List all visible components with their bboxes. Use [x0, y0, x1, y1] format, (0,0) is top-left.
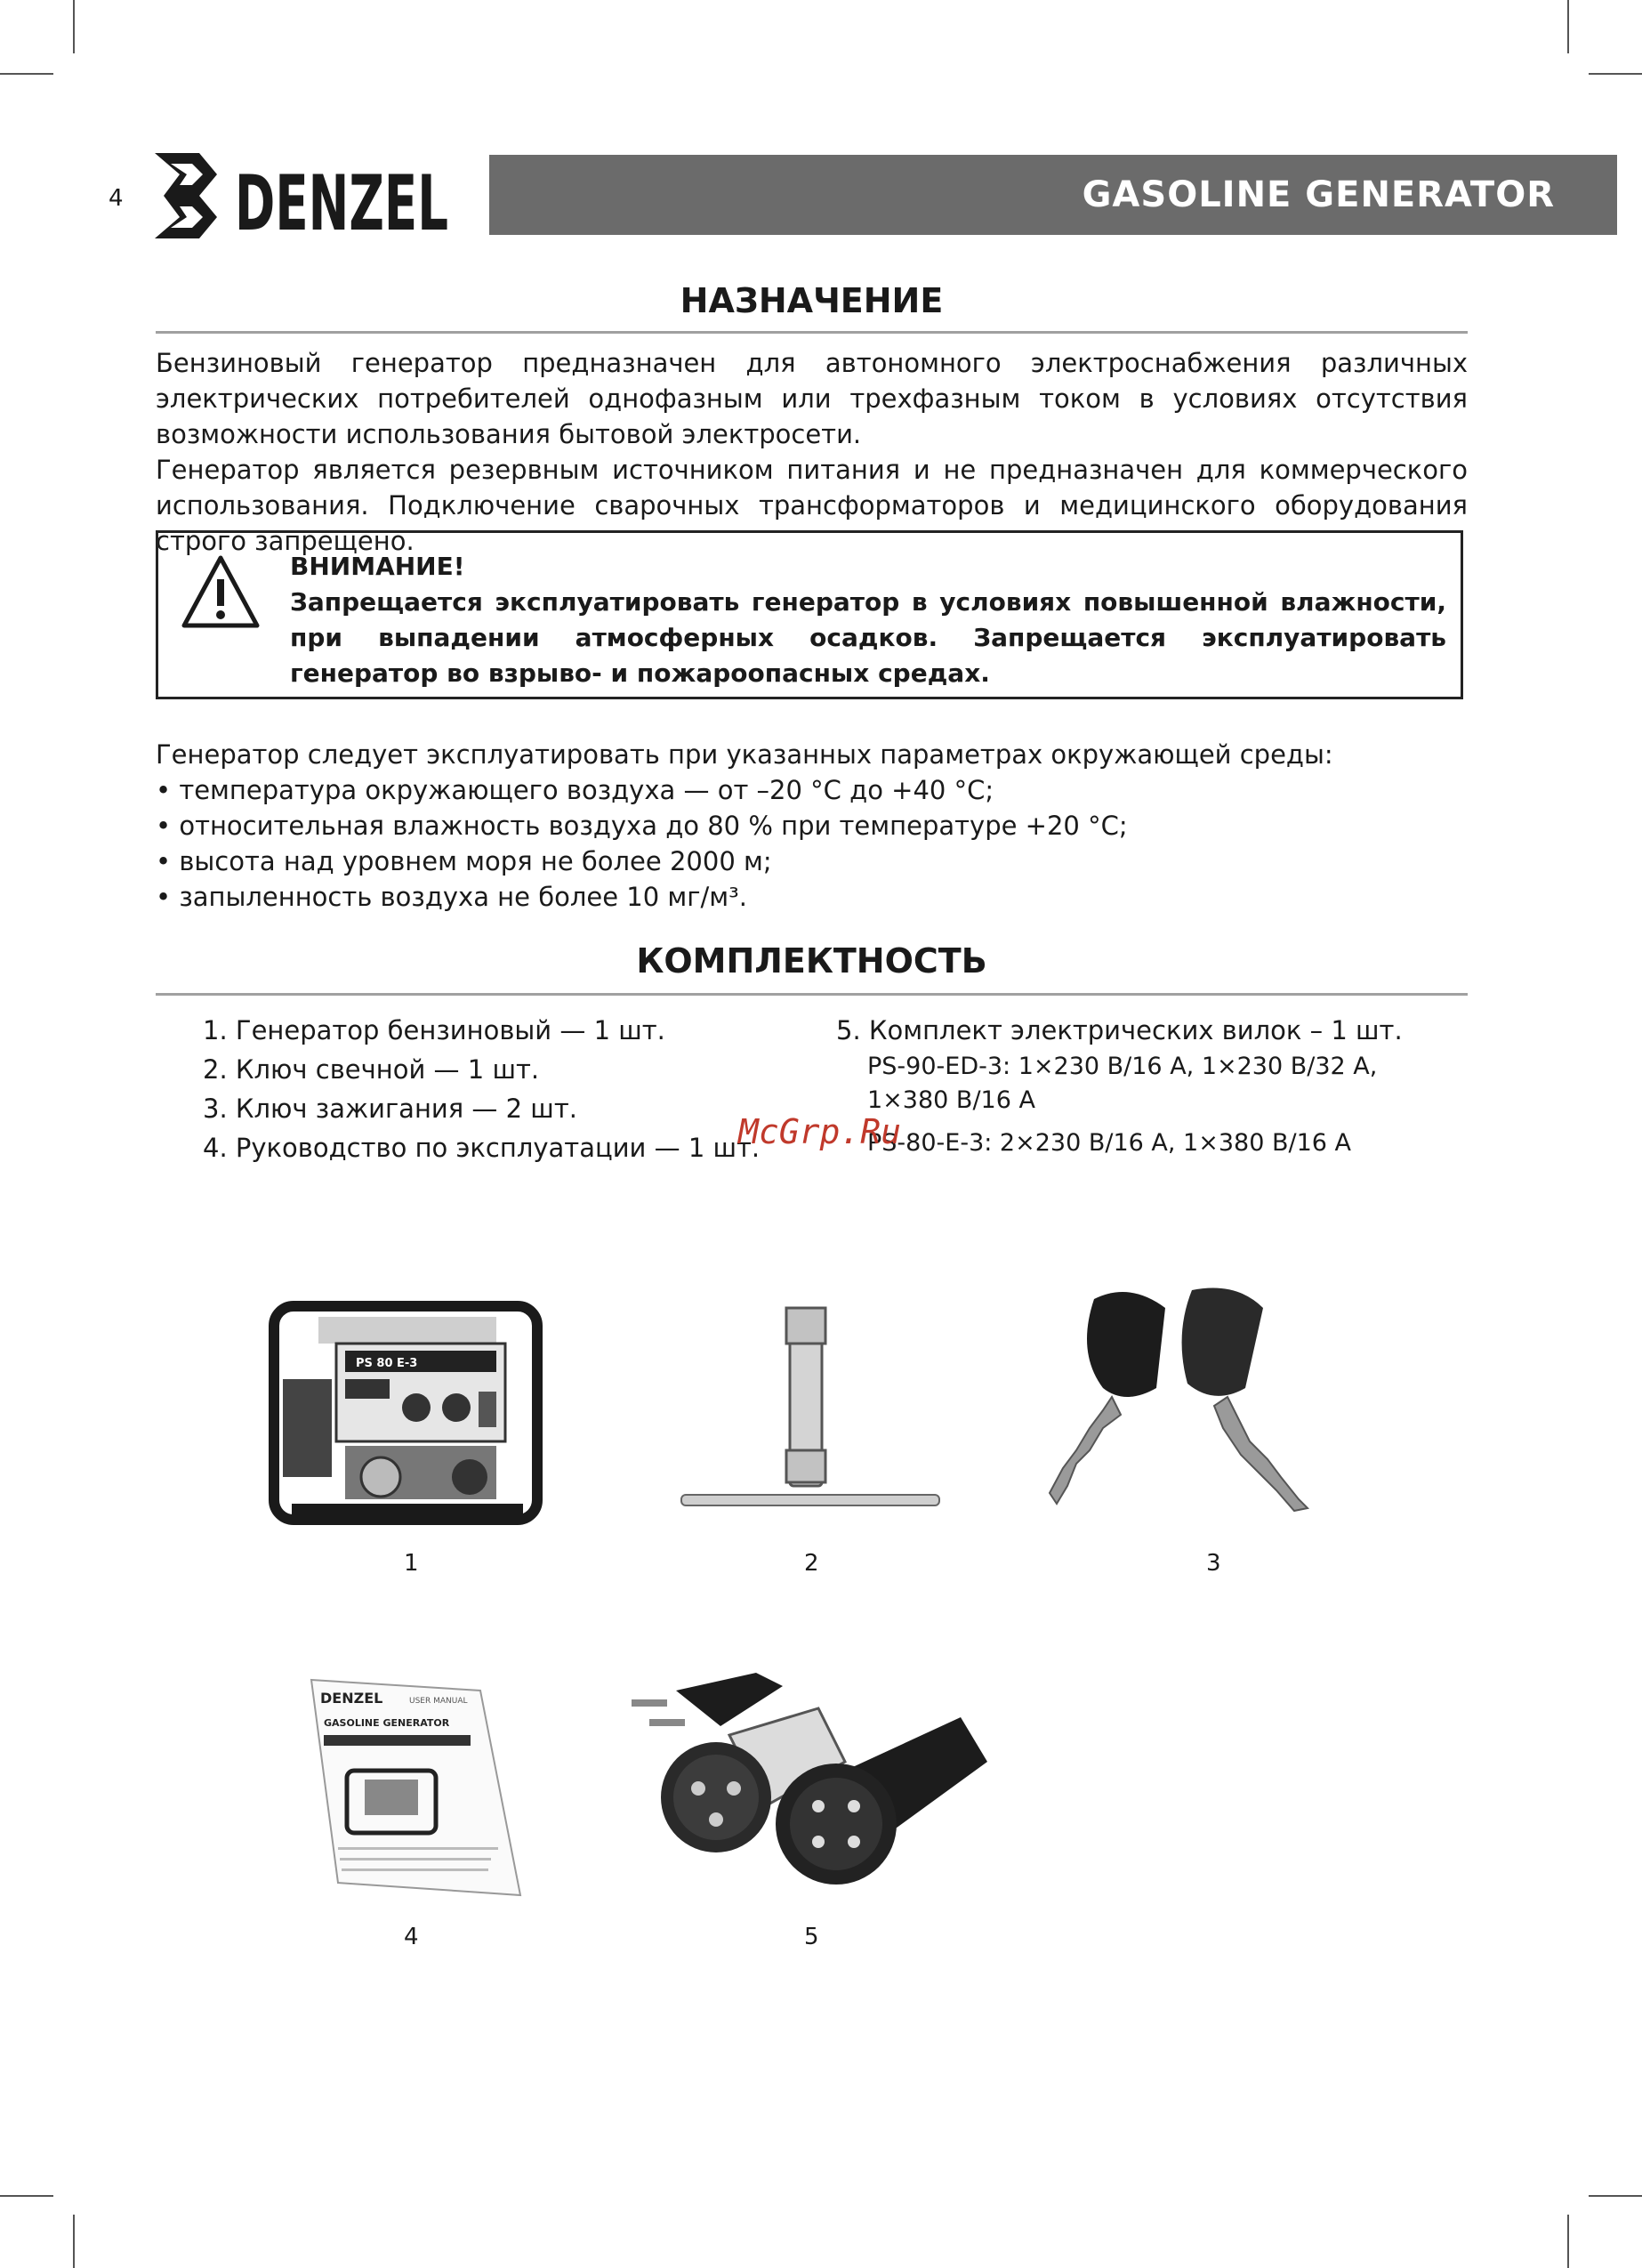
figure-label: 2: [804, 1550, 819, 1577]
figure-label: 4: [404, 1924, 419, 1950]
manual-title: GASOLINE GENERATOR: [324, 1717, 450, 1729]
figure-spark-plug-wrench: [676, 1299, 943, 1521]
section-divider: [156, 993, 1468, 996]
denzel-logo-mark-icon: [153, 149, 460, 246]
purpose-text: [156, 345, 1468, 559]
kit-item: 2. Ключ свечной — 1 шт.: [203, 1054, 540, 1085]
crop-mark: [1567, 2215, 1569, 2268]
kit-item: 1. Генератор бензиновый — 1 шт.: [203, 1015, 665, 1045]
warning-box: [156, 530, 1463, 699]
figure-label: 5: [804, 1924, 819, 1950]
page-number: 4: [109, 185, 124, 212]
crop-mark: [1589, 2195, 1642, 2197]
warning-triangle-icon: [181, 554, 261, 629]
environment-item: • высота над уровнем моря не более 2000 м;: [156, 846, 772, 876]
manual-brand: DENZEL: [320, 1690, 383, 1707]
kit-heading: КОМПЛЕКТНОСТЬ: [636, 941, 987, 981]
environment-item: • относительная влажность воздуха до 80 % при температуре +20 °C;: [156, 811, 1128, 841]
figure-user-manual: [302, 1673, 534, 1904]
manual-tag: USER MANUAL: [409, 1697, 468, 1706]
denzel-logo: [153, 149, 460, 246]
logo-text: DENZEL: [235, 159, 448, 248]
kit-list-right: [836, 1011, 1403, 1160]
warning-text: [290, 549, 1446, 691]
kit-list-left: [203, 1011, 760, 1167]
crop-mark: [0, 2195, 53, 2197]
figure-label: 3: [1206, 1550, 1221, 1577]
ignition-keys-image: [1041, 1281, 1334, 1521]
crop-mark: [0, 73, 53, 75]
user-manual-image: [302, 1673, 534, 1904]
crop-mark: [73, 2215, 75, 2268]
crop-mark: [1589, 73, 1642, 75]
purpose-paragraph-2: Генератор является резервным источником питания и не предназначен для коммерческого использования. Подключение сварочных трансформаторов и медицинского оборудования строго запрещено.: [156, 455, 1468, 556]
generator-model-label: PS 80 E-3: [356, 1357, 418, 1370]
section-divider: [156, 331, 1468, 334]
crop-mark: [1567, 0, 1569, 53]
kit-item: 5. Комплект электрических вилок – 1 шт.: [836, 1015, 1403, 1045]
spark-plug-wrench-image: [676, 1299, 943, 1521]
figure-label: 1: [404, 1550, 419, 1577]
kit-subitem: 1×380 В/16 А: [867, 1086, 1035, 1114]
environment-item: • запыленность воздуха не более 10 мг/м³.: [156, 882, 747, 912]
environment-conditions: [156, 737, 1468, 915]
figure-ignition-keys: [1041, 1281, 1334, 1521]
figure-generator: [265, 1299, 550, 1530]
kit-item: 4. Руководство по эксплуатации — 1 шт.: [203, 1133, 761, 1163]
kit-item: 3. Ключ зажигания — 2 шт.: [203, 1094, 577, 1124]
warning-title: ВНИМАНИЕ!: [290, 552, 465, 581]
generator-image: [265, 1299, 550, 1530]
kit-subitem: PS-90-ED-3: 1×230 В/16 А, 1×230 В/32 А,: [867, 1053, 1378, 1080]
watermark: McGrp.Ru: [738, 1112, 902, 1151]
header-title: GASOLINE GENERATOR: [1082, 174, 1555, 215]
electrical-plugs-image: [623, 1655, 996, 1895]
purpose-heading: НАЗНАЧЕНИЕ: [680, 281, 944, 320]
environment-intro: Генератор следует эксплуатировать при указанных параметрах окружающей среды:: [156, 739, 1333, 770]
purpose-paragraph-1: Бензиновый генератор предназначен для автономного электроснабжения различных электрических потребителей однофазным или трехфазным током в условиях отсутствия возможности использования бытовой электросети.: [156, 348, 1468, 449]
figure-electrical-plugs: [623, 1655, 996, 1895]
kit-subitem: PS-80-E-3: 2×230 В/16 А, 1×380 В/16 А: [867, 1129, 1351, 1157]
crop-mark: [73, 0, 75, 53]
environment-item: • температура окружающего воздуха — от –20 °C до +40 °C;: [156, 775, 994, 805]
header-bar: [489, 155, 1617, 235]
warning-body: Запрещается эксплуатировать генератор в условиях повышенной влажности, при выпадении атмосферных осадков. Запрещается эксплуатировать генератор во взрыво- и пожароопасных средах.: [290, 587, 1446, 688]
